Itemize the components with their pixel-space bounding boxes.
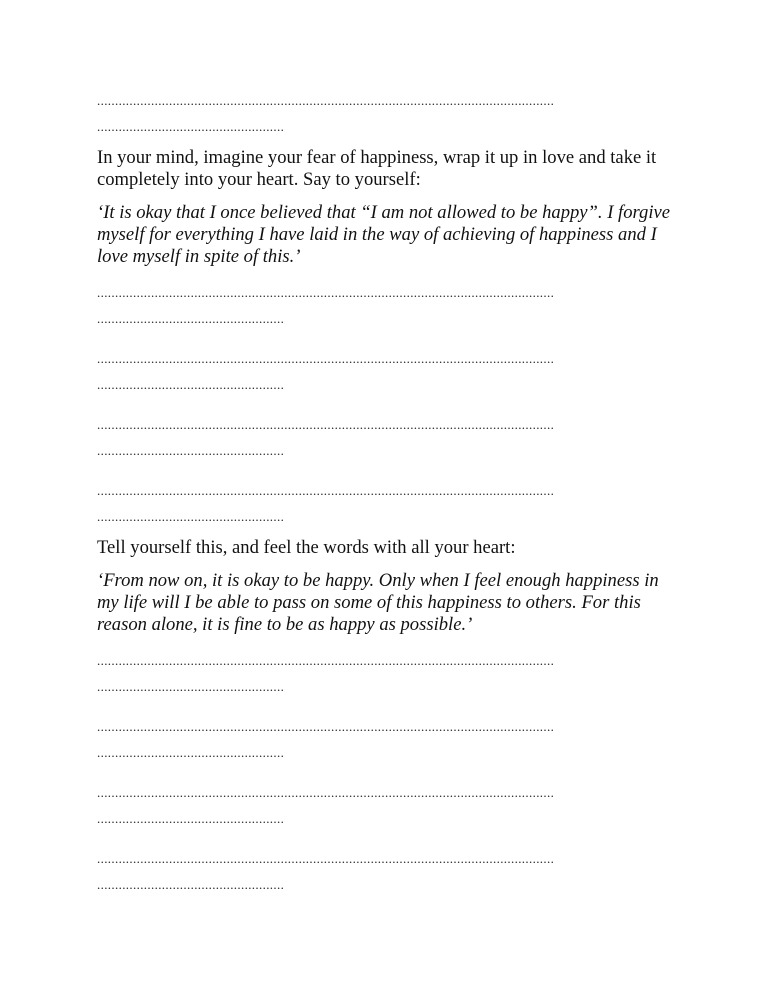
- section1-affirmation: ‘It is okay that I once believed that “I am not allowed to be happy”. I forgive myself for everything I have laid in the way of achieving of happiness and I love myself in spite of this.’: [97, 202, 671, 267]
- writing-line-short[interactable]: ....................................................: [97, 878, 285, 892]
- writing-line-short[interactable]: ....................................................: [97, 680, 285, 694]
- writing-line-group: [97, 654, 677, 694]
- writing-line-group: [97, 720, 677, 760]
- writing-line-short[interactable]: ....................................................: [97, 746, 285, 760]
- section1-instruction: In your mind, imagine your fear of happiness, wrap it up in love and take it completely into your heart. Say to yourself:: [97, 147, 657, 190]
- writing-line-group: [97, 94, 677, 134]
- section2-affirmation: ‘From now on, it is okay to be happy. Only when I feel enough happiness in my life will I be able to pass on some of this happiness to others. For this reason alone, it is fine to be as happy as possible.’: [97, 570, 659, 635]
- writing-line-long[interactable]: ...............................................................................................................................: [97, 786, 555, 800]
- writing-line-group: [97, 786, 677, 826]
- writing-line-long[interactable]: ...............................................................................................................................: [97, 720, 555, 734]
- writing-line-short[interactable]: ....................................................: [97, 444, 285, 458]
- writing-line-long[interactable]: ...............................................................................................................................: [97, 484, 555, 498]
- writing-line-short[interactable]: ....................................................: [97, 120, 285, 134]
- writing-line-long[interactable]: ...............................................................................................................................: [97, 654, 555, 668]
- writing-line-group: [97, 418, 677, 458]
- writing-line-short[interactable]: ....................................................: [97, 812, 285, 826]
- writing-line-long[interactable]: ...............................................................................................................................: [97, 418, 555, 432]
- writing-line-long[interactable]: ...............................................................................................................................: [97, 94, 555, 108]
- writing-line-group: [97, 852, 677, 892]
- writing-line-short[interactable]: ....................................................: [97, 510, 285, 524]
- writing-line-long[interactable]: ...............................................................................................................................: [97, 852, 555, 866]
- workbook-page: [97, 94, 677, 892]
- writing-line-group: [97, 286, 677, 326]
- writing-line-group: [97, 352, 677, 392]
- section2-instruction: Tell yourself this, and feel the words with all your heart:: [97, 537, 516, 558]
- writing-line-group: [97, 484, 677, 524]
- writing-line-long[interactable]: ...............................................................................................................................: [97, 286, 555, 300]
- writing-line-short[interactable]: ....................................................: [97, 312, 285, 326]
- writing-line-long[interactable]: ...............................................................................................................................: [97, 352, 555, 366]
- writing-line-short[interactable]: ....................................................: [97, 378, 285, 392]
